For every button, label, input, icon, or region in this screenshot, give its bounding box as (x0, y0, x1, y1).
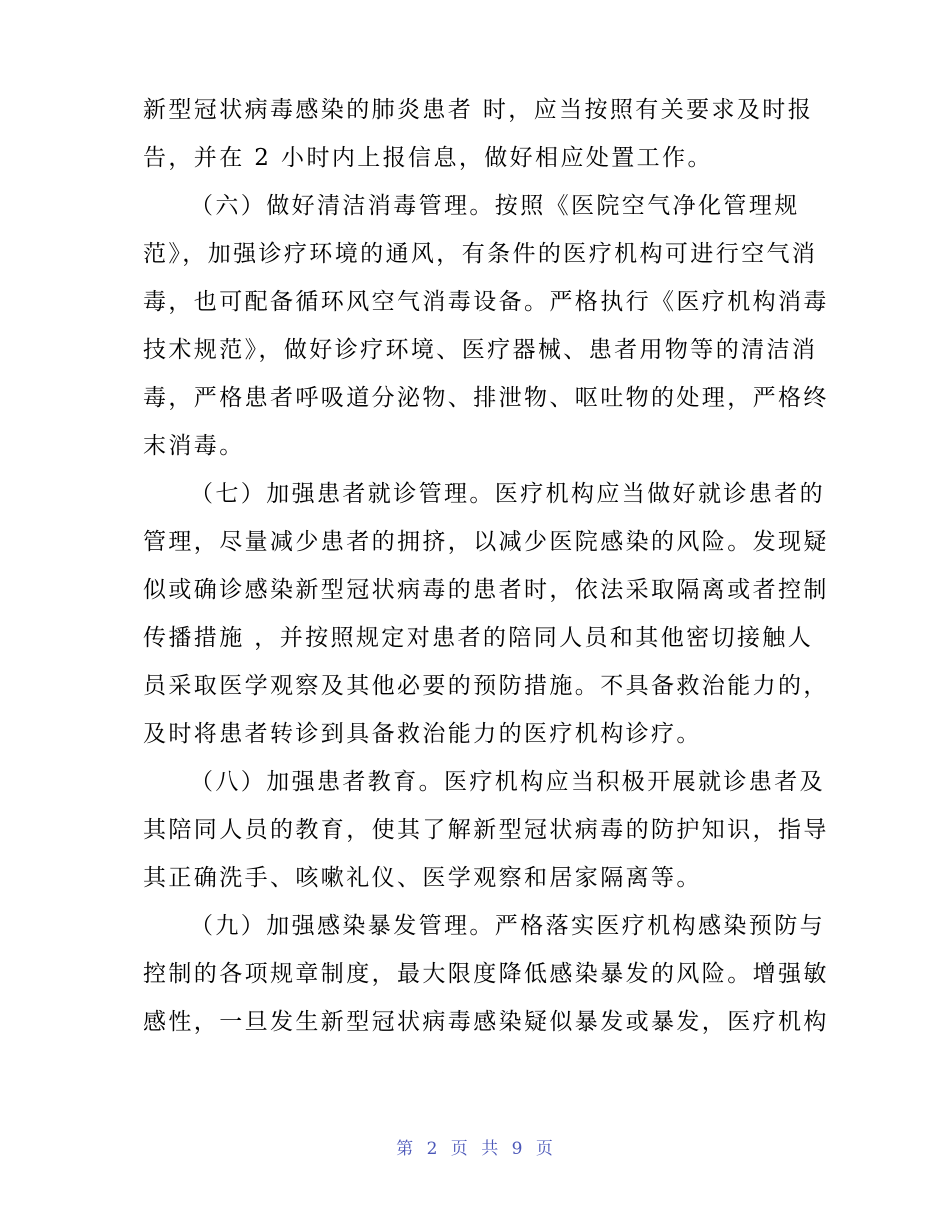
footer-total-pages: 9 (511, 1139, 524, 1159)
page-footer (0, 1134, 950, 1159)
text-line-5: 毒，也可配备循环风空气消毒设备。严格执行《医疗机构消毒 (143, 289, 829, 315)
text-line-1: 新型冠状病毒感染的肺炎患者 时，应当按照有关要求及时报 (143, 97, 814, 123)
footer-prefix: 第 (396, 1139, 415, 1159)
text-line-11: 似或确诊感染新型冠状病毒的患者时，依法采取隔离或者控制 (143, 577, 829, 603)
text-line-17: 其正确洗手、咳嗽礼仪、医学观察和居家隔离等。 (143, 865, 702, 891)
text-line-7: 毒，严格患者呼吸道分泌物、排泄物、呕吐物的处理，严格终 (143, 385, 829, 411)
text-line-14: 及时将患者转诊到具备救治能力的医疗机构诊疗。 (143, 721, 702, 747)
text-line-8: 末消毒。 (143, 433, 245, 459)
footer-page-unit: 页 (450, 1139, 469, 1159)
text-line-3: （六）做好清洁消毒管理。按照《医院空气净化管理规 (190, 193, 800, 219)
footer-total-label: 共 (481, 1139, 500, 1159)
text-line-4: 范》，加强诊疗环境的通风，有条件的医疗机构可进行空气消 (143, 241, 818, 267)
document-body (143, 86, 829, 1046)
text-line-18: （九）加强感染暴发管理。严格落实医疗机构感染预防与 (190, 913, 825, 939)
text-line-12: 传播措施 ，并按照规定对患者的陪同人员和其他密切接触人 (143, 625, 814, 651)
text-line-16: 其陪同人员的教育，使其了解新型冠状病毒的防护知识，指导 (143, 817, 829, 843)
footer-total-unit: 页 (535, 1139, 554, 1159)
text-line-15: （八）加强患者教育。医疗机构应当积极开展就诊患者及 (190, 769, 825, 795)
text-line-19: 控制的各项规章制度，最大限度降低感染暴发的风险。增强敏 (143, 961, 829, 987)
text-line-9: （七）加强患者就诊管理。医疗机构应当做好就诊患者的 (190, 481, 825, 507)
text-line-6: 技术规范》，做好诊疗环境、医疗器械、患者用物等的清洁消 (143, 337, 818, 363)
footer-page-number: 2 (426, 1139, 439, 1159)
text-line-2: 告，并在 2 小时内上报信息，做好相应处置工作。 (143, 145, 713, 171)
text-line-13: 员采取医学观察及其他必要的预防措施。不具备救治能力的， (143, 673, 829, 699)
text-line-20: 感性，一旦发生新型冠状病毒感染疑似暴发或暴发，医疗机构 (143, 1009, 829, 1035)
text-line-10: 管理，尽量减少患者的拥挤，以减少医院感染的风险。发现疑 (143, 529, 829, 555)
